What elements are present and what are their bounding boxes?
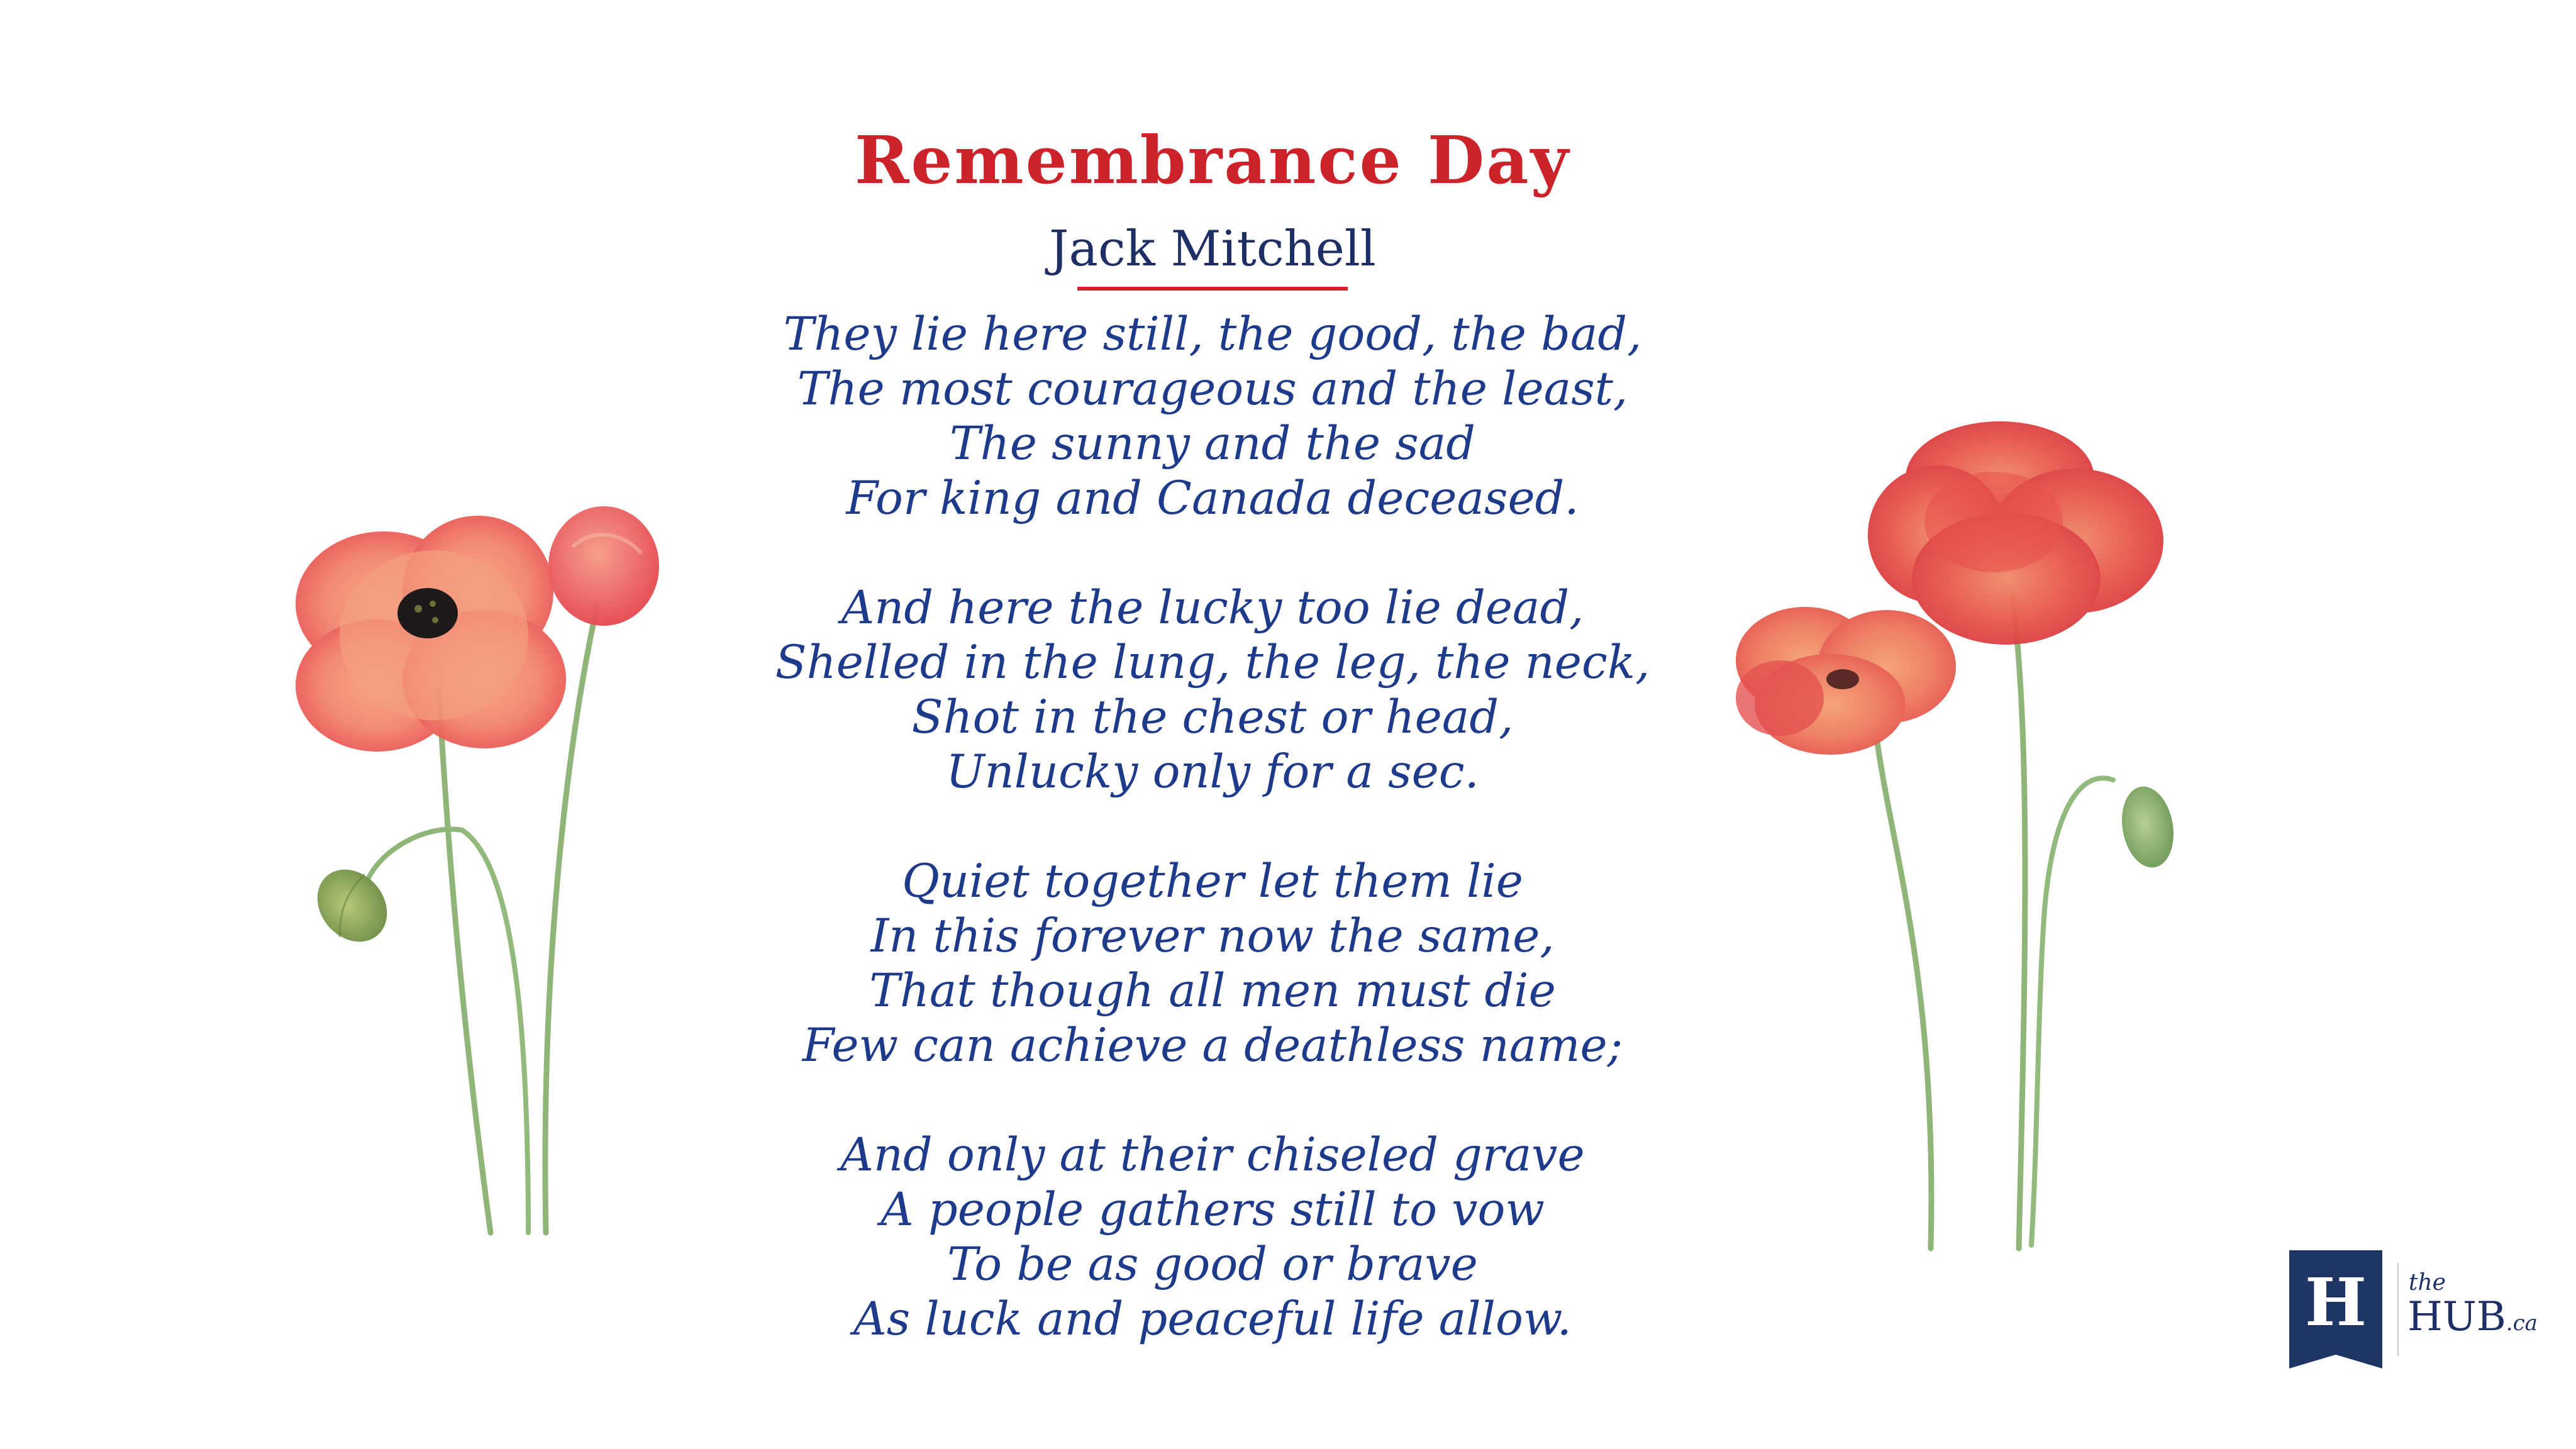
poem-line: A people gathers still to vow bbox=[880, 1183, 1545, 1236]
poem-line: Quiet together let them lie bbox=[902, 855, 1523, 908]
poem-line: As luck and peaceful life allow. bbox=[853, 1292, 1572, 1346]
logo-divider bbox=[2397, 1263, 2399, 1356]
poem-line: For king and Canada deceased. bbox=[846, 472, 1579, 525]
poem-line: And only at their chiseled grave bbox=[840, 1128, 1585, 1182]
stanza-1 bbox=[741, 307, 1684, 526]
logo-tld-text: .ca bbox=[2506, 1311, 2538, 1336]
poem-line: Shelled in the lung, the leg, the neck, bbox=[775, 636, 1650, 689]
logo-hub-text: HUB bbox=[2407, 1294, 2506, 1340]
the-hub-logo[interactable] bbox=[2289, 1250, 2553, 1376]
poem bbox=[741, 113, 1684, 1401]
author-underline bbox=[1077, 287, 1348, 291]
stanza-3 bbox=[741, 854, 1684, 1073]
poem-line: They lie here still, the good, the bad, bbox=[783, 308, 1642, 361]
poem-line: The sunny and the sad bbox=[949, 417, 1475, 470]
logo-mark-letter: H bbox=[2304, 1263, 2367, 1341]
poem-line: To be as good or brave bbox=[947, 1238, 1478, 1291]
poem-line: The most courageous and the least, bbox=[797, 362, 1628, 416]
poppy-illustration-right bbox=[1723, 415, 2214, 1258]
poem-line: That though all men must die bbox=[869, 964, 1556, 1018]
logo-the-text: the bbox=[2409, 1270, 2446, 1296]
poem-author: Jack Mitchell bbox=[1049, 221, 1376, 277]
stanza-2 bbox=[741, 580, 1684, 799]
poppy-illustration-left bbox=[270, 497, 698, 1239]
poem-line: Unlucky only for a sec. bbox=[946, 745, 1479, 799]
poem-line: In this forever now the same, bbox=[870, 909, 1555, 963]
stanza-4 bbox=[741, 1128, 1684, 1346]
poem-title: Remembrance Day bbox=[854, 121, 1571, 199]
poem-line: And here the lucky too lie dead, bbox=[841, 581, 1584, 635]
logo-wordmark bbox=[2407, 1293, 2538, 1347]
poem-line: Few can achieve a deathless name; bbox=[802, 1019, 1623, 1072]
poem-line: Shot in the chest or head, bbox=[911, 691, 1514, 744]
